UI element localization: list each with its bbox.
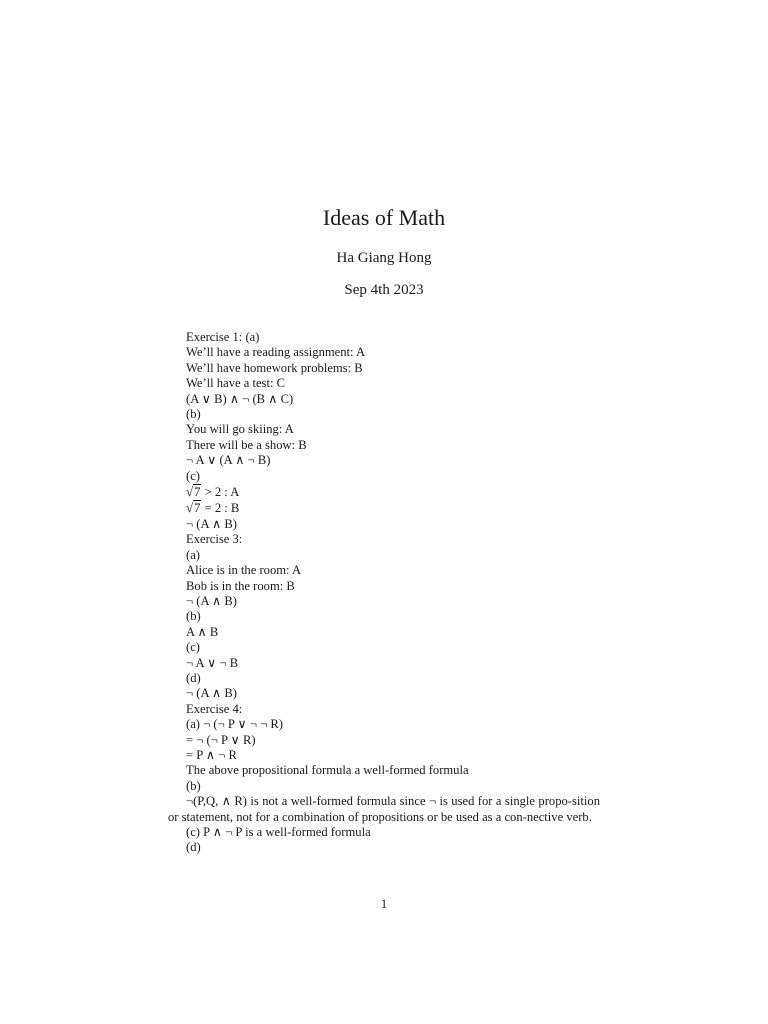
text-line: Bob is in the room: B	[186, 578, 295, 593]
part-label: (c)	[186, 468, 200, 483]
text-line: We’ll have a test: C	[186, 376, 286, 391]
document-author: Ha Giang Hong	[336, 250, 432, 266]
sqrt-expression	[186, 484, 201, 500]
sqrt-icon: √	[186, 484, 194, 500]
formula-line: = P ∧ ¬ R	[186, 747, 237, 762]
formula-line: ¬ (A ∧ B)	[186, 516, 237, 531]
text-line: We’ll have a reading assignment: A	[186, 345, 366, 360]
formula-line: (a) ¬ (¬ P ∨ ¬ ¬ R)	[186, 717, 283, 732]
part-label: (b)	[186, 609, 201, 624]
sqrt-expression	[186, 500, 201, 516]
page-number: 1	[380, 897, 388, 911]
formula-line: ¬ A ∨ ¬ B	[186, 655, 239, 670]
exercise-1-heading: Exercise 1: (a)	[186, 330, 260, 344]
formula-line: ¬ (A ∧ B)	[186, 686, 237, 701]
part-label: (c)	[186, 640, 200, 655]
text-line: The above propositional formula a well-formed formula	[186, 763, 469, 778]
part-label: (b)	[186, 407, 201, 422]
document-body	[168, 330, 600, 856]
exercise-4-heading: Exercise 4:	[186, 701, 243, 716]
formula-line: A ∧ B	[186, 624, 219, 639]
text-line: There will be a show: B	[186, 437, 307, 452]
formula-line: ¬ A ∨ (A ∧ ¬ B)	[186, 453, 271, 468]
sqrt-argument: 7	[194, 501, 201, 516]
sqrt-line	[168, 500, 600, 516]
part-label: (a)	[186, 547, 200, 562]
part-label: (d)	[186, 840, 201, 855]
sqrt-icon: √	[186, 500, 194, 516]
sqrt-argument: 7	[194, 485, 201, 500]
formula-line: = ¬ (¬ P ∨ R)	[186, 732, 256, 747]
document-date: Sep 4th 2023	[344, 282, 424, 298]
sqrt-line-rest: > 2 : A	[201, 485, 240, 500]
document-title: Ideas of Math	[322, 205, 446, 230]
part-label: (b)	[186, 778, 201, 793]
text-line: We’ll have homework problems: B	[186, 360, 363, 375]
formula-line: (A ∨ B) ∧ ¬ (B ∧ C)	[186, 391, 294, 406]
sqrt-line-rest: = 2 : B	[201, 501, 240, 516]
part-label: (d)	[186, 670, 201, 685]
text-line: You will go skiing: A	[186, 422, 294, 437]
paragraph: ¬(P,Q, ∧ R) is not a well-formed formula since ¬ is used for a single propo-sition or statement, not for a combination of propositions or be used as a con-nective verb.	[168, 794, 600, 824]
text-line: Alice is in the room: A	[186, 563, 302, 578]
exercise-3-heading: Exercise 3:	[186, 532, 243, 547]
sqrt-line	[168, 484, 600, 500]
text-line: (c) P ∧ ¬ P is a well-formed formula	[186, 825, 371, 839]
formula-line: ¬ (A ∧ B)	[186, 593, 237, 608]
